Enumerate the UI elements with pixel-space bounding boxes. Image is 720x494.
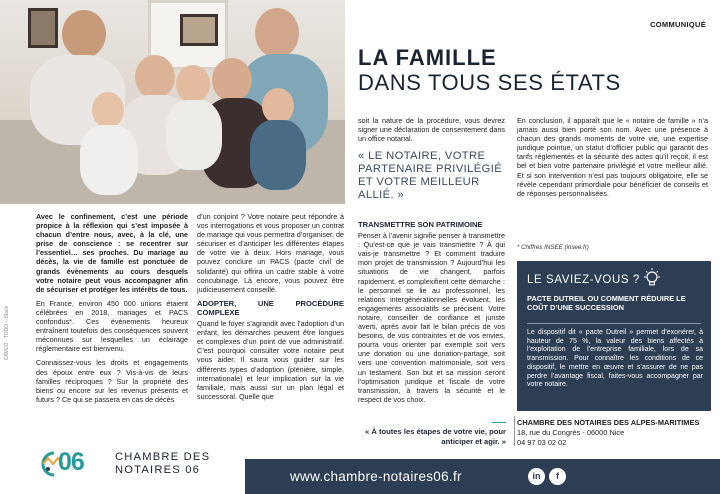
subheading-adopter: ADOPTER, UNE PROCÉDURE COMPLEXE xyxy=(197,298,344,317)
website-link[interactable]: www.chambre-notaires06.fr xyxy=(290,469,462,484)
subheading-transmettre: TRANSMETTRE SON PATRIMOINE xyxy=(358,220,483,229)
pull-quote: « LE NOTAIRE, VOTRE PARTENAIRE PRIVILÉGIÉ ET VOTRE MEILLEUR ALLIÉ. » xyxy=(358,150,503,201)
linkedin-icon[interactable]: in xyxy=(528,468,545,485)
logo-text: CHAMBRE DES NOTAIRES 06 xyxy=(115,451,211,476)
column-4 xyxy=(517,116,708,203)
paragraph: En conclusion, il apparaît que le « notaire de famille » n’a jamais aussi bien porté son nom. Avec une présence à chacun des grands moments de votre vie, une expertise juridique pointue, un statut d’officier public qui garantit des tarifs réglementés et la sécurité des actes qu’il reçoit, il est bel et bien votre partenaire privilégié et votre meilleur allié. Et si son intervention n’est pas toujours obligatoire, elle se révèle cependant primordiale pour bénéficier de conseils et de réponses personnalisées. xyxy=(517,116,708,198)
paragraph: soit la nature de la procédure, vous devrez signer une déclaration de consentement dans un office notarial. xyxy=(358,116,505,144)
facebook-icon[interactable]: f xyxy=(549,468,566,485)
paragraph: Connaissez-vous les droits et engagements des époux entre eux ? Vis-à-vis de leurs familles réciproques ? Sur la propriété des biens ou encore sur les revenus présents et futurs ? Ce qui se passera en cas de décès xyxy=(36,358,188,404)
paragraph: Penser à l’avenir signifie penser à transmettre : Qu’est-ce que je vais transmettre ? À qui vais-je transmettre ? Et comment traduire mon projet de transmission ? Aujourd’hui les situations de vie changent, parfois rapidement, et complexifient cette démarche : le personnel se lie au professionnel, les relations intergénérationnelles évoluent, les engagements associatifs se précisent. Votre notaire, conseiller de confiance et juriste averti, après avoir fait le bilan précis de vos besoins, de vos contraintes et de vos envies, pourra vous orienter par exemple soit vers une donation ou une donation-partage, soit vers une convention matrimoniale, soit vers un testament. Son but et sa mission seront l’optimisation juridique et fiscale de votre transmission, à travers la sécurité et le respect de vos choix. xyxy=(358,231,505,404)
column-3-intro xyxy=(358,116,505,148)
column-3 xyxy=(358,218,505,409)
photo-credit: CAVCO - TODO - iStock xyxy=(4,305,10,360)
paragraph: Quand le foyer s’agrandit avec l’adoption d’un enfant, les démarches peuvent être longues et complexes d’un point de vue administratif. C’est pourquoi consulter votre notaire peut vous aider. Il saura vous guider sur les différents types d’adoption (plénière, simple, internationale) et leur implication sur la vie familiale, mais aussi sur un plan légal et successoral. Quelle que xyxy=(197,319,344,401)
tagline-quote: « À toutes les étapes de votre vie, pour anticiper et agir. » xyxy=(358,422,506,446)
intro-paragraph: Avec le confinement, c’est une période propice à la réflexion qui s’est imposée à chacun d’entre nous, avec, à la clé, une prise de conscience : se recentrer sur l’essentiel… ses proches. Du mariage au décès, la vie de famille est ponctuée de grands évènements au cours desquels votre notaire peut vous accompagner afin de sécuriser et protéger les intérêts de tous. xyxy=(36,212,188,294)
contact-address: 18, rue du Congrès - 06000 Nice xyxy=(517,427,625,437)
box-text: Le dispositif dit « pacte Dutreil » permet d’exonérer, à hauteur de 75 %, la valeur des biens affectés à l’exploitation de l’entreprise familiale, lors de sa transmission. Pour connaître les conditions de ce dispositif, le mettre en œuvre et s’assurer de ne pas perdre l’avantage fiscal, faites-vous accompagner par votre notaire. xyxy=(527,329,703,389)
communique-tag: COMMUNIQUÉ xyxy=(650,20,706,29)
box-subheading: PACTE DUTREIL OU COMMENT RÉDUIRE LE COÛT D’UNE SUCCESSION xyxy=(527,294,686,313)
contact-name: CHAMBRE DES NOTAIRES DES ALPES-MARITIMES xyxy=(517,418,700,427)
logo-mark: 06 xyxy=(58,448,84,476)
lightbulb-icon xyxy=(641,267,663,289)
paragraph: d’un conjoint ? Votre notaire peut répondre à vos interrogations et vous proposer un contrat de mariage qui vous permettra d’organiser, de sécuriser et d’anticiper les différentes étapes de votre vie à deux. Hors mariage, vous pouvez conclure un PACS (pacte civil de solidarité) qui offrira un cadre stable à votre concubinage. Là encore, vous pouvez être judicieusement conseillé. xyxy=(197,212,344,294)
footnote: * Chiffres INSEE (insee.fr) xyxy=(517,244,589,251)
contact-phone: 04 97 03 02 02 xyxy=(517,437,567,447)
contact-block xyxy=(517,418,699,447)
headline-line1: LA FAMILLE xyxy=(358,45,497,70)
headline-line2: DANS TOUS SES ÉTATS xyxy=(358,70,621,95)
did-you-know-box xyxy=(517,261,711,411)
box-title: LE SAVIEZ-VOUS ? xyxy=(527,274,640,286)
column-2 xyxy=(197,212,344,406)
column-1 xyxy=(36,212,188,409)
paragraph: En France, environ 450 000 unions étaient célébrées en 2018, mariages et PACS confondus*. Ces évènements heureux entraînent toutefois des conséquences souvent méconnues sur lesquelles un éclairage réglementaire est bienvenu. xyxy=(36,298,188,354)
family-photo xyxy=(0,0,345,204)
